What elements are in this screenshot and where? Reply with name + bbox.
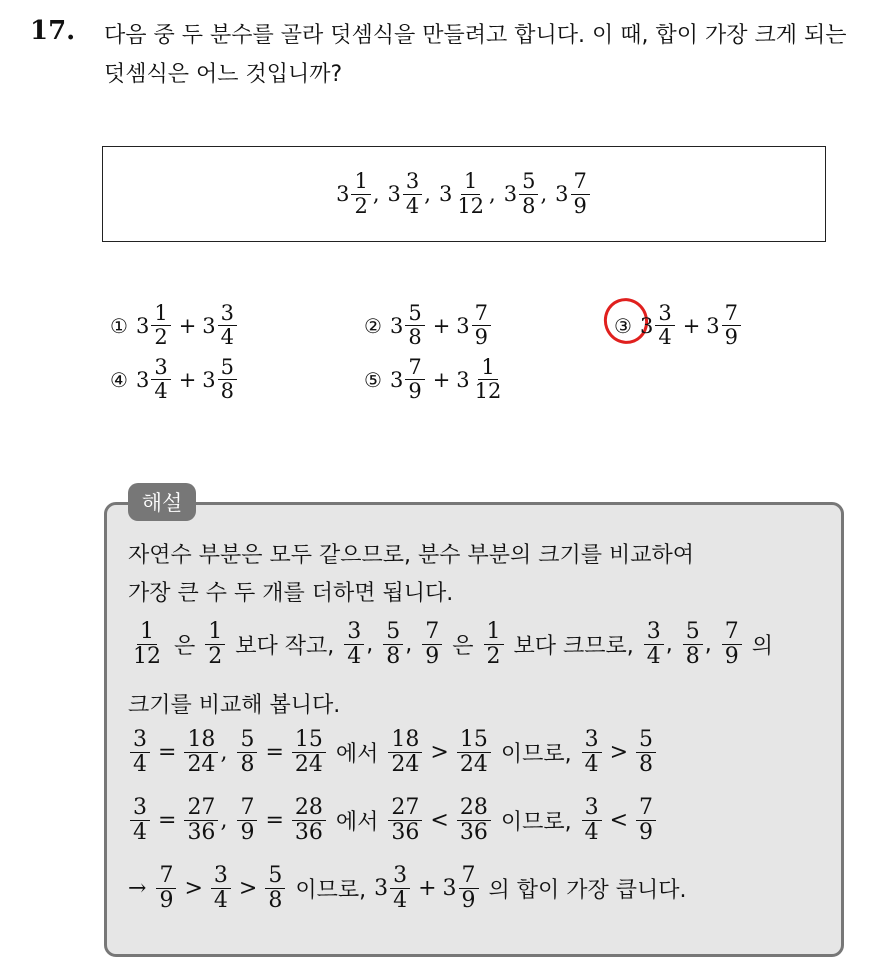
given-fraction: $\frac{7}{9}$: [571, 170, 590, 217]
given-fraction: $\frac{5}{8}$: [519, 170, 538, 217]
given-fraction: $\frac{1}{2}$: [351, 170, 370, 217]
option-5[interactable]: ⑤ 3 $\frac{7}{9}$ + 3 $\frac{1}{12}$: [364, 355, 502, 404]
solution-line-5: $\frac{3}{4}$ = $\frac{18}{24}$ , $\frac{5}{8}$ = $\frac{15}{24}$ 에서 $\frac{18}{24}$ > $\frac{15}{24}$ 이므로, $\frac{3}{4}$ > $\frac{5}{8}$: [128, 728, 658, 777]
question-text: 다음 중 두 분수를 골라 덧셈식을 만들려고 합니다. 이 때, 합이 가장 크게 되는 덧셈식은 어느 것입니까?: [104, 23, 847, 87]
given-whole: 3: [336, 182, 350, 206]
given-whole: 3: [503, 182, 518, 206]
option-4[interactable]: ④ 3 $\frac{3}{4}$ + 3 $\frac{5}{8}$: [110, 356, 239, 403]
given-whole: 3: [438, 182, 453, 206]
solution-line-7: → $\frac{7}{9}$ > $\frac{3}{4}$ > $\frac{5}{8}$ 이므로, 3 $\frac{3}{4}$ + 3 $\frac{7}{9}$ 의 합이 가장 큽니다.: [128, 863, 687, 914]
solution-line-1: 자연수 부분은 모두 같으므로, 분수 부분의 크기를 비교하여: [128, 543, 694, 568]
given-fractions-box: 3 $\frac{1}{2}$ , 3 $\frac{3}{4}$ , 3 $\frac{1}{12}$ , 3 $\frac{5}{8}$ , 3 $\frac{7}{9}$: [102, 146, 826, 242]
solution-tag: 해설: [128, 483, 196, 521]
option-3[interactable]: ③ 3 $\frac{3}{4}$ + 3 $\frac{7}{9}$: [614, 302, 743, 349]
option-2[interactable]: ② 3 $\frac{5}{8}$ + 3 $\frac{7}{9}$: [364, 302, 493, 349]
solution-line-4: 크기를 비교해 봅니다.: [128, 693, 341, 718]
option-1[interactable]: ① 3 $\frac{1}{2}$ + 3 $\frac{3}{4}$: [110, 302, 239, 349]
given-fraction: $\frac{1}{12}$: [457, 169, 485, 218]
question-number: 17.: [30, 16, 76, 46]
solution-line-2: 가장 큰 수 두 개를 더하면 됩니다.: [128, 581, 454, 606]
given-whole: 3: [387, 182, 401, 206]
solution-line-3: $\frac{1}{12}$ 은 $\frac{1}{2}$ 보다 작고, $\frac{3}{4}$ , $\frac{5}{8}$ , $\frac{7}{9}$ 은 $\frac{1}{2}$ 보다 크므로, $\frac{3}{4}$ , $\frac{5}{8}$ , $\frac{7}{9}$ 의: [133, 619, 774, 670]
given-whole: 3: [555, 182, 569, 206]
solution-line-6: $\frac{3}{4}$ = $\frac{27}{36}$ , $\frac{7}{9}$ = $\frac{28}{36}$ 에서 $\frac{27}{36}$ < $\frac{28}{36}$ 이므로, $\frac{3}{4}$ < $\frac{7}{9}$: [128, 796, 658, 845]
given-fraction: $\frac{3}{4}$: [403, 170, 422, 217]
